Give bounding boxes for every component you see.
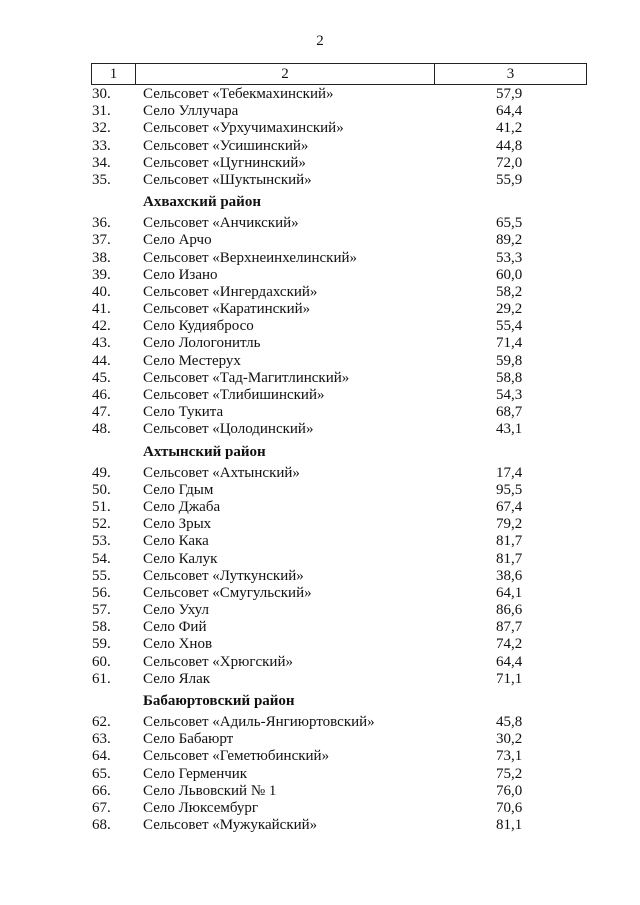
row-number: 49. bbox=[92, 464, 111, 481]
row-number: 46. bbox=[92, 387, 111, 403]
page-number: 2 bbox=[316, 33, 324, 49]
table-row bbox=[0, 404, 640, 421]
table-row bbox=[0, 353, 640, 370]
row-value: 89,2 bbox=[496, 232, 523, 249]
row-name: Сельсовет «Хрюгский» bbox=[143, 653, 293, 670]
table-row bbox=[0, 499, 640, 516]
row-value: 79,2 bbox=[496, 516, 523, 533]
row-value: 64,4 bbox=[496, 103, 523, 120]
row-number: 59. bbox=[92, 636, 111, 653]
row-number: 31. bbox=[92, 103, 111, 120]
row-name: Село Львовский № 1 bbox=[143, 782, 277, 799]
row-name: Село Гдым bbox=[143, 481, 214, 498]
row-name: Село Джаба bbox=[143, 498, 221, 515]
row-number: 42. bbox=[92, 318, 111, 335]
row-value: 81,7 bbox=[496, 533, 523, 550]
row-name: Село Арчо bbox=[143, 232, 212, 249]
row-value: 41,2 bbox=[496, 120, 523, 137]
row-number: 60. bbox=[92, 653, 111, 670]
table-row bbox=[0, 172, 640, 189]
table-row bbox=[0, 335, 640, 352]
row-number: 36. bbox=[92, 215, 111, 232]
table-row bbox=[0, 86, 640, 103]
row-name: Сельсовет «Геметюбинский» bbox=[143, 748, 330, 765]
row-number: 30. bbox=[92, 86, 111, 102]
table-row bbox=[0, 636, 640, 653]
table-body bbox=[0, 86, 640, 834]
row-name: Село Уллучара bbox=[143, 103, 239, 120]
row-value: 59,8 bbox=[496, 352, 523, 369]
row-value: 55,9 bbox=[496, 171, 523, 188]
row-value: 44,8 bbox=[496, 137, 523, 154]
row-value: 64,1 bbox=[496, 584, 523, 601]
table-row bbox=[0, 619, 640, 636]
row-value: 45,8 bbox=[496, 714, 523, 730]
row-name: Село Люксембург bbox=[143, 799, 259, 816]
row-number: 50. bbox=[92, 481, 111, 498]
row-number: 44. bbox=[92, 352, 111, 369]
row-number: 48. bbox=[92, 421, 111, 438]
row-name: Сельсовет «Смугульский» bbox=[143, 584, 312, 601]
row-name: Село Кудиябросо bbox=[143, 318, 254, 335]
table-row bbox=[0, 731, 640, 748]
row-value: 58,8 bbox=[496, 369, 523, 386]
row-number: 58. bbox=[92, 619, 111, 636]
row-value: 65,5 bbox=[496, 215, 523, 232]
row-name: Сельсовет «Цугнинский» bbox=[143, 154, 306, 171]
row-number: 45. bbox=[92, 369, 111, 386]
row-name: Село Изано bbox=[143, 266, 218, 283]
row-value: 71,1 bbox=[496, 670, 523, 687]
row-value: 81,7 bbox=[496, 550, 523, 567]
table-row bbox=[0, 250, 640, 267]
row-value: 76,0 bbox=[496, 782, 523, 799]
row-number: 39. bbox=[92, 266, 111, 283]
row-name: Сельсовет «Шуктынский» bbox=[143, 171, 312, 188]
row-value: 67,4 bbox=[496, 498, 523, 515]
row-name: Село Зрых bbox=[143, 516, 212, 533]
row-value: 53,3 bbox=[496, 249, 523, 266]
table-row bbox=[0, 301, 640, 318]
row-number: 65. bbox=[92, 765, 111, 782]
row-name: Сельсовет «Усишинский» bbox=[143, 137, 309, 154]
row-value: 38,6 bbox=[496, 567, 523, 584]
table-row bbox=[0, 783, 640, 800]
row-value: 95,5 bbox=[496, 481, 523, 498]
row-value: 29,2 bbox=[496, 301, 523, 318]
row-name: Сельсовет «Каратинский» bbox=[143, 301, 311, 318]
row-number: 64. bbox=[92, 748, 111, 765]
district-heading bbox=[0, 439, 640, 465]
row-name: Село Герменчик bbox=[143, 765, 248, 782]
table-row bbox=[0, 568, 640, 585]
row-name: Село Ялак bbox=[143, 670, 211, 687]
table-header bbox=[91, 63, 587, 85]
row-number: 67. bbox=[92, 799, 111, 816]
row-name: Село Ухул bbox=[143, 602, 209, 619]
row-name: Село Хнов bbox=[143, 636, 213, 653]
district-title: Ахвахский район bbox=[143, 194, 261, 211]
row-name: Сельсовет «Луткунский» bbox=[143, 567, 304, 584]
row-name: Сельсовет «Тлибишинский» bbox=[143, 387, 325, 403]
row-value: 70,6 bbox=[496, 799, 523, 816]
row-value: 64,4 bbox=[496, 653, 523, 670]
row-name: Сельсовет «Адиль-Янгиюртовский» bbox=[143, 714, 375, 730]
table-row bbox=[0, 284, 640, 301]
row-name: Сельсовет «Тебекмахинский» bbox=[143, 86, 334, 102]
table-row bbox=[0, 654, 640, 671]
row-number: 63. bbox=[92, 731, 111, 748]
row-number: 35. bbox=[92, 171, 111, 188]
row-value: 86,6 bbox=[496, 602, 523, 619]
row-name: Село Калук bbox=[143, 550, 218, 567]
table-row bbox=[0, 800, 640, 817]
row-number: 53. bbox=[92, 533, 111, 550]
table-row bbox=[0, 766, 640, 783]
row-value: 58,2 bbox=[496, 283, 523, 300]
row-name: Сельсовет «Ахтынский» bbox=[143, 464, 300, 481]
row-name: Село Лологонитль bbox=[143, 335, 261, 352]
row-number: 61. bbox=[92, 670, 111, 687]
row-number: 38. bbox=[92, 249, 111, 266]
row-value: 30,2 bbox=[496, 731, 523, 748]
district-title: Бабаюртовский район bbox=[143, 693, 295, 709]
table-row bbox=[0, 103, 640, 120]
row-number: 32. bbox=[92, 120, 111, 137]
header-col-1: 1 bbox=[91, 64, 136, 84]
row-name: Сельсовет «Цолодинский» bbox=[143, 421, 314, 438]
row-value: 55,4 bbox=[496, 318, 523, 335]
row-name: Сельсовет «Мужукайский» bbox=[143, 817, 318, 834]
table-row bbox=[0, 387, 640, 404]
table-row bbox=[0, 138, 640, 155]
row-name: Село Бабаюрт bbox=[143, 731, 234, 748]
table-row bbox=[0, 120, 640, 137]
row-number: 34. bbox=[92, 154, 111, 171]
table-row bbox=[0, 232, 640, 249]
table-row bbox=[0, 482, 640, 499]
table-row bbox=[0, 516, 640, 533]
row-value: 57,9 bbox=[496, 86, 523, 102]
row-number: 37. bbox=[92, 232, 111, 249]
row-value: 68,7 bbox=[496, 404, 523, 421]
row-name: Село Кака bbox=[143, 533, 209, 550]
row-value: 81,1 bbox=[496, 817, 523, 834]
table-row bbox=[0, 602, 640, 619]
row-value: 75,2 bbox=[496, 765, 523, 782]
row-number: 57. bbox=[92, 602, 111, 619]
row-value: 72,0 bbox=[496, 154, 523, 171]
row-name: Сельсовет «Ингердахский» bbox=[143, 283, 318, 300]
row-number: 40. bbox=[92, 283, 111, 300]
row-name: Сельсовет «Тад-Магитлинский» bbox=[143, 369, 350, 386]
row-name: Сельсовет «Урхучимахинский» bbox=[143, 120, 344, 137]
table-row bbox=[0, 817, 640, 834]
table-row bbox=[0, 370, 640, 387]
row-number: 52. bbox=[92, 516, 111, 533]
header-col-2: 2 bbox=[136, 64, 435, 84]
table-row bbox=[0, 267, 640, 284]
row-number: 56. bbox=[92, 584, 111, 601]
table-row bbox=[0, 585, 640, 602]
row-number: 51. bbox=[92, 498, 111, 515]
row-name: Село Тукита bbox=[143, 404, 224, 421]
row-value: 60,0 bbox=[496, 266, 523, 283]
row-number: 55. bbox=[92, 567, 111, 584]
row-number: 68. bbox=[92, 817, 111, 834]
row-value: 43,1 bbox=[496, 421, 523, 438]
table-row bbox=[0, 215, 640, 232]
row-number: 47. bbox=[92, 404, 111, 421]
table-row bbox=[0, 714, 640, 731]
table-row bbox=[0, 421, 640, 438]
row-value: 17,4 bbox=[496, 464, 523, 481]
district-heading bbox=[0, 189, 640, 215]
row-name: Сельсовет «Анчикский» bbox=[143, 215, 299, 232]
row-number: 66. bbox=[92, 782, 111, 799]
table-row bbox=[0, 748, 640, 765]
row-value: 74,2 bbox=[496, 636, 523, 653]
table-row bbox=[0, 318, 640, 335]
table-row bbox=[0, 671, 640, 688]
table-row bbox=[0, 465, 640, 482]
row-number: 62. bbox=[92, 714, 111, 730]
row-value: 71,4 bbox=[496, 335, 523, 352]
row-number: 54. bbox=[92, 550, 111, 567]
table-row bbox=[0, 551, 640, 568]
row-value: 54,3 bbox=[496, 387, 523, 403]
row-number: 43. bbox=[92, 335, 111, 352]
table-row bbox=[0, 155, 640, 172]
row-value: 73,1 bbox=[496, 748, 523, 765]
row-name: Село Местерух bbox=[143, 352, 241, 369]
district-heading bbox=[0, 688, 640, 714]
district-title: Ахтынский район bbox=[143, 443, 266, 460]
table-row bbox=[0, 533, 640, 550]
row-value: 87,7 bbox=[496, 619, 523, 636]
row-number: 33. bbox=[92, 137, 111, 154]
row-number: 41. bbox=[92, 301, 111, 318]
header-col-3: 3 bbox=[435, 64, 587, 84]
row-name: Сельсовет «Верхнеинхелинский» bbox=[143, 249, 358, 266]
row-name: Село Фий bbox=[143, 619, 207, 636]
